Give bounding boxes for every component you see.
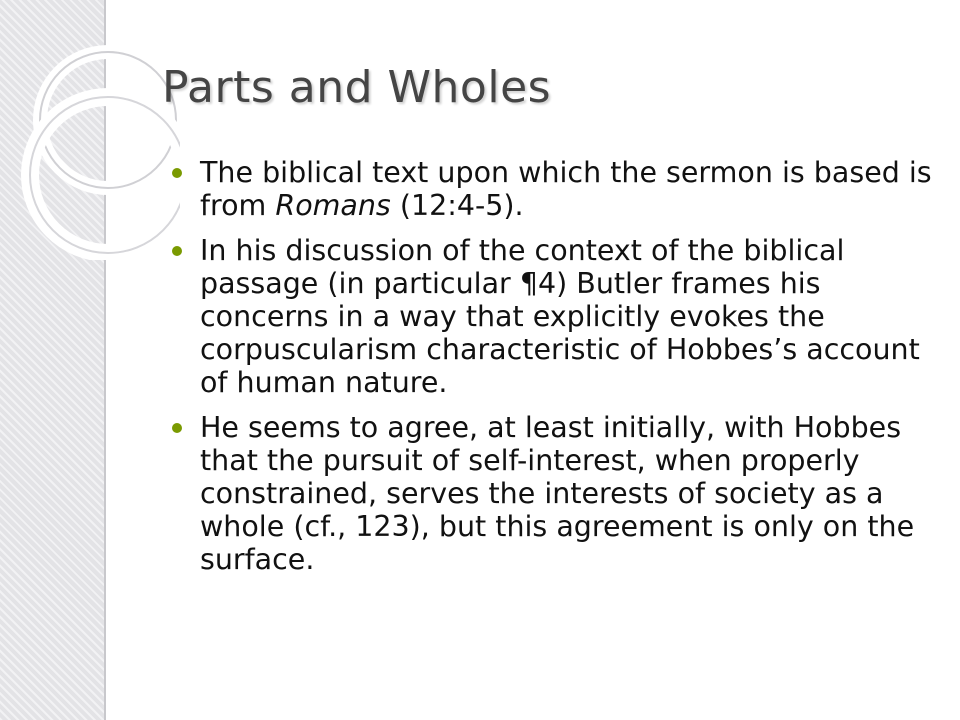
bullet-text-italic: Romans [275, 189, 391, 222]
bullet-item [172, 156, 932, 222]
bullet-icon [172, 423, 182, 433]
bullet-text-part: The biblical text upon which the sermon is based is from [200, 156, 932, 222]
bullet-list [172, 156, 932, 588]
bullet-item [172, 411, 932, 576]
bullet-icon [172, 168, 182, 178]
bullet-icon [172, 246, 182, 256]
bullet-text-part: (12:4-5). [390, 189, 524, 222]
slide-title: Parts and Wholes [162, 62, 552, 113]
bullet-text: He seems to agree, at least initially, with Hobbes that the pursuit of self-interest, when properly constrained, serves the interests of society as a whole (cf., 123), but this agreement is only on the surface. [200, 411, 915, 576]
bullet-item [172, 234, 932, 399]
bullet-text: In his discussion of the context of the biblical passage (in particular ¶4) Butler frames his concerns in a way that explicitly evokes the corpuscularism characteristic of Hobbes’s account of human nature. [200, 234, 920, 399]
decorative-circles [0, 0, 180, 260]
